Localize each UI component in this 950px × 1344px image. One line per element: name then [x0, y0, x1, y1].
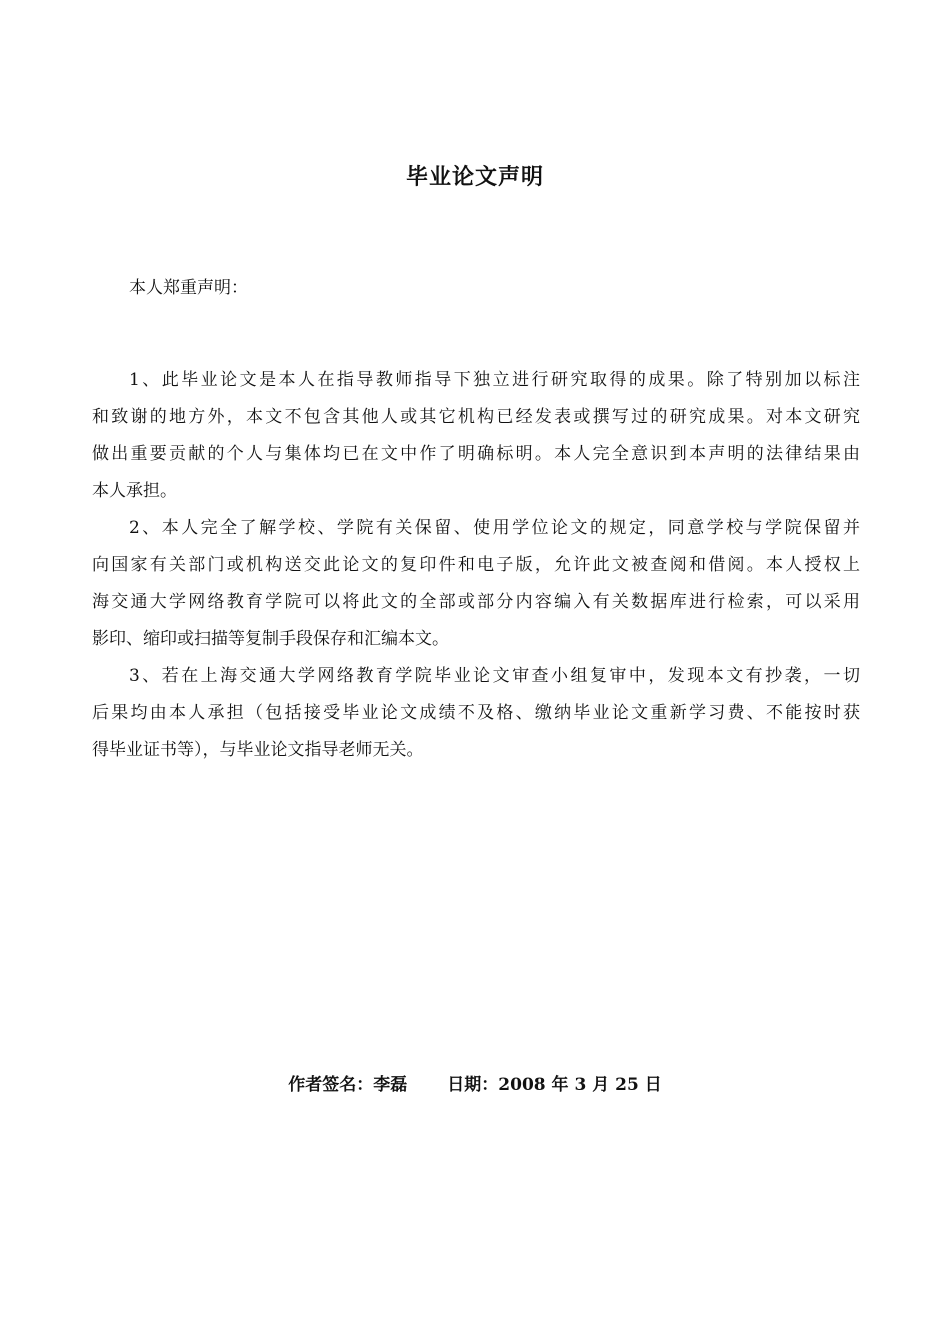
paragraph-2-line-2: 向国家有关部门或机构送交此论文的复印件和电子版，允许此文被查阅和借阅。本人授权上: [92, 555, 860, 575]
paragraph-1-line-3: 做出重要贡献的个人与集体均已在文中作了明确标明。本人完全意识到本声明的法律结果由: [92, 444, 860, 464]
declaration-paragraph-3: [92, 658, 860, 769]
author-signature: 作者签名：李磊: [288, 1075, 408, 1095]
paragraph-3-line-3: 得毕业证书等），与毕业论文指导老师无关。: [92, 740, 424, 760]
document-title: 毕业论文声明: [405, 164, 544, 190]
declaration-paragraph-1: [92, 362, 860, 510]
paragraph-1-line-4: 本人承担。: [92, 481, 177, 501]
declaration-intro: 本人郑重声明：: [129, 278, 248, 298]
paragraph-2-line-4: 影印、缩印或扫描等复制手段保存和汇编本文。: [92, 629, 449, 649]
declaration-paragraph-2: [92, 510, 860, 658]
declaration-body: [92, 362, 860, 769]
signature-date: 日期：2008 年 3 月 25 日: [447, 1075, 662, 1095]
paragraph-3-line-1: 3、若在上海交通大学网络教育学院毕业论文审查小组复审中，发现本文有抄袭，一切: [129, 666, 860, 686]
paragraph-3-line-2: 后果均由本人承担（包括接受毕业论文成绩不及格、缴纳毕业论文重新学习费、不能按时获: [92, 703, 860, 723]
paragraph-2-line-3: 海交通大学网络教育学院可以将此文的全部或部分内容编入有关数据库进行检索，可以采用: [92, 592, 860, 612]
paragraph-1-line-1: 1、此毕业论文是本人在指导教师指导下独立进行研究取得的成果。除了特别加以标注: [129, 370, 860, 390]
paragraph-1-line-2: 和致谢的地方外，本文不包含其他人或其它机构已经发表或撰写过的研究成果。对本文研究: [92, 407, 860, 427]
paragraph-2-line-1: 2、本人完全了解学校、学院有关保留、使用学位论文的规定，同意学校与学院保留并: [129, 518, 860, 538]
signature-line: [0, 1070, 950, 1095]
